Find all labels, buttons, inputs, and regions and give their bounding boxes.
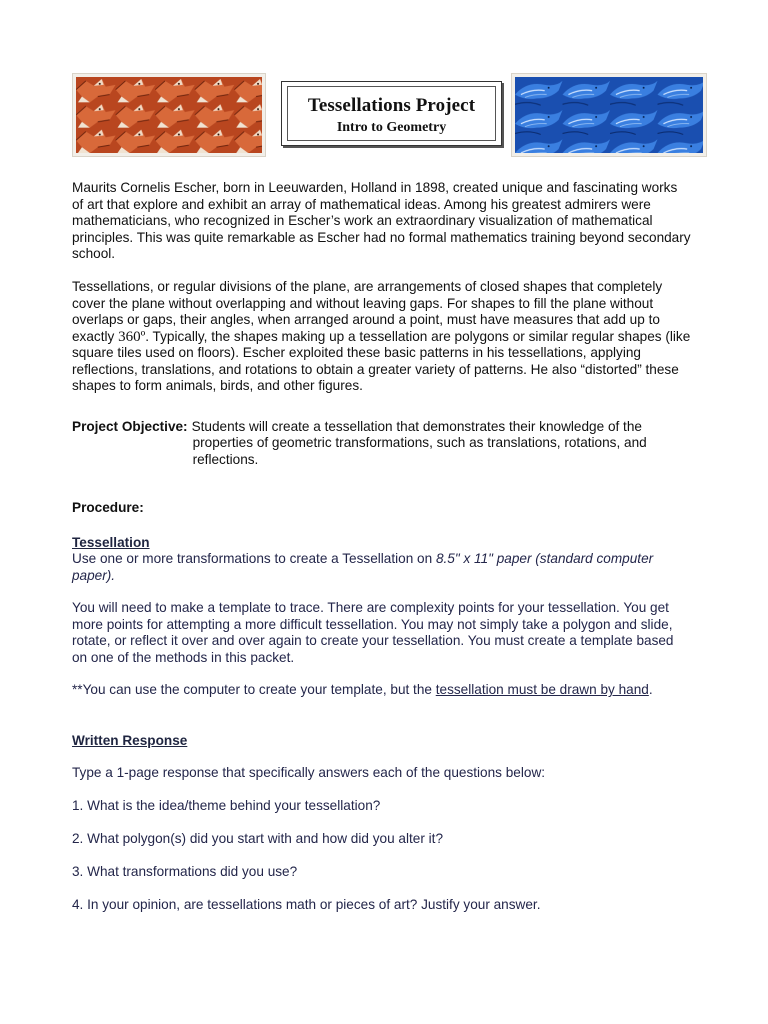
tessellation-heading: Tessellation <box>72 534 150 550</box>
question-4: 4. In your opinion, are tessellations math or pieces of art? Justify your answer. <box>72 897 541 912</box>
written-response-heading: Written Response <box>72 732 188 748</box>
written-response-intro: Type a 1-page response that specifically answers each of the questions below: <box>72 765 546 780</box>
drawn-by-hand-text: tessellation must be drawn by hand <box>435 682 649 697</box>
paper-size-text: 8.5" x 11" paper (standard computer paper). <box>72 551 654 583</box>
template-paragraph: You will need to make a template to trace. There are complexity points for your tessellation. You get more points for attempting a more difficult tessellation. You may not simply take a polygon and slide, rotate, or reflect it over and over again to create your tessellation. You must create a template based on one of the methods in this packet. <box>72 600 674 665</box>
title-box <box>281 81 502 146</box>
objective-text-rest: properties of geometric transformations, such as translations, rotations, and reflections. <box>192 435 647 467</box>
procedure-label: Procedure: <box>72 500 144 515</box>
computer-note-text: **You can use the computer to create your template, but the <box>72 682 436 697</box>
computer-note <box>72 682 692 699</box>
tessellation-definition-text: Tessellations, or regular divisions of the plane, are arrangements of closed shapes that completely cover the plane without overlapping and without leaving gaps. For shapes to fill the plane without overlaps or gaps, their angles, when arranged around a point, must have measures that add up to exactly <box>72 279 663 344</box>
computer-note-end: . <box>648 682 653 697</box>
document-title: Tessellations Project <box>307 95 476 116</box>
title-inner-border <box>287 86 496 141</box>
question-2: 2. What polygon(s) did you start with and how did you alter it? <box>72 831 444 846</box>
question-1: 1. What is the idea/theme behind your tessellation? <box>72 798 381 813</box>
document-subtitle: Intro to Geometry <box>336 120 447 135</box>
degrees-value: 360º <box>118 328 146 345</box>
intro-paragraph-escher: Maurits Cornelis Escher, born in Leeuwarden, Holland in 1898, created unique and fascinating works of art that explore and exhibit an array of mathematical ideas. Among his greatest admirers were mathematicians, who recognized in Escher’s work an extraordinary visualization of mathematical principles. This was quite remarkable as Escher had no formal mathematics training beyond secondary school. <box>72 180 691 261</box>
document-header <box>0 0 768 170</box>
objective-label: Project Objective: <box>72 418 188 434</box>
tessellation-instruction <box>72 551 692 584</box>
tessellation-definition-text-cont: . Typically, the shapes making up a tessellation are polygons or similar regular shapes (like square tiles used on floors). Escher exploited these basic patterns in his tessellations, applying reflections, translations, and rotations to obtain a greater variety of patterns. He also “distorted” these shapes to form animals, birds, and other figures. <box>72 328 691 393</box>
objective-text-block <box>188 419 692 469</box>
document-body <box>72 180 692 914</box>
fox-tessellation-graphic <box>76 77 262 153</box>
intro-paragraph-tessellations <box>72 279 692 395</box>
whale-tessellation-image <box>511 73 707 157</box>
question-3: 3. What transformations did you use? <box>72 864 298 879</box>
objective-text-line1: Students will create a tessellation that demonstrates their knowledge of the <box>191 418 642 434</box>
project-objective <box>72 419 692 469</box>
whale-tessellation-graphic <box>515 77 703 153</box>
instruction-text: Use one or more transformations to create a Tessellation on <box>72 551 436 566</box>
fox-tessellation-image <box>72 73 266 157</box>
